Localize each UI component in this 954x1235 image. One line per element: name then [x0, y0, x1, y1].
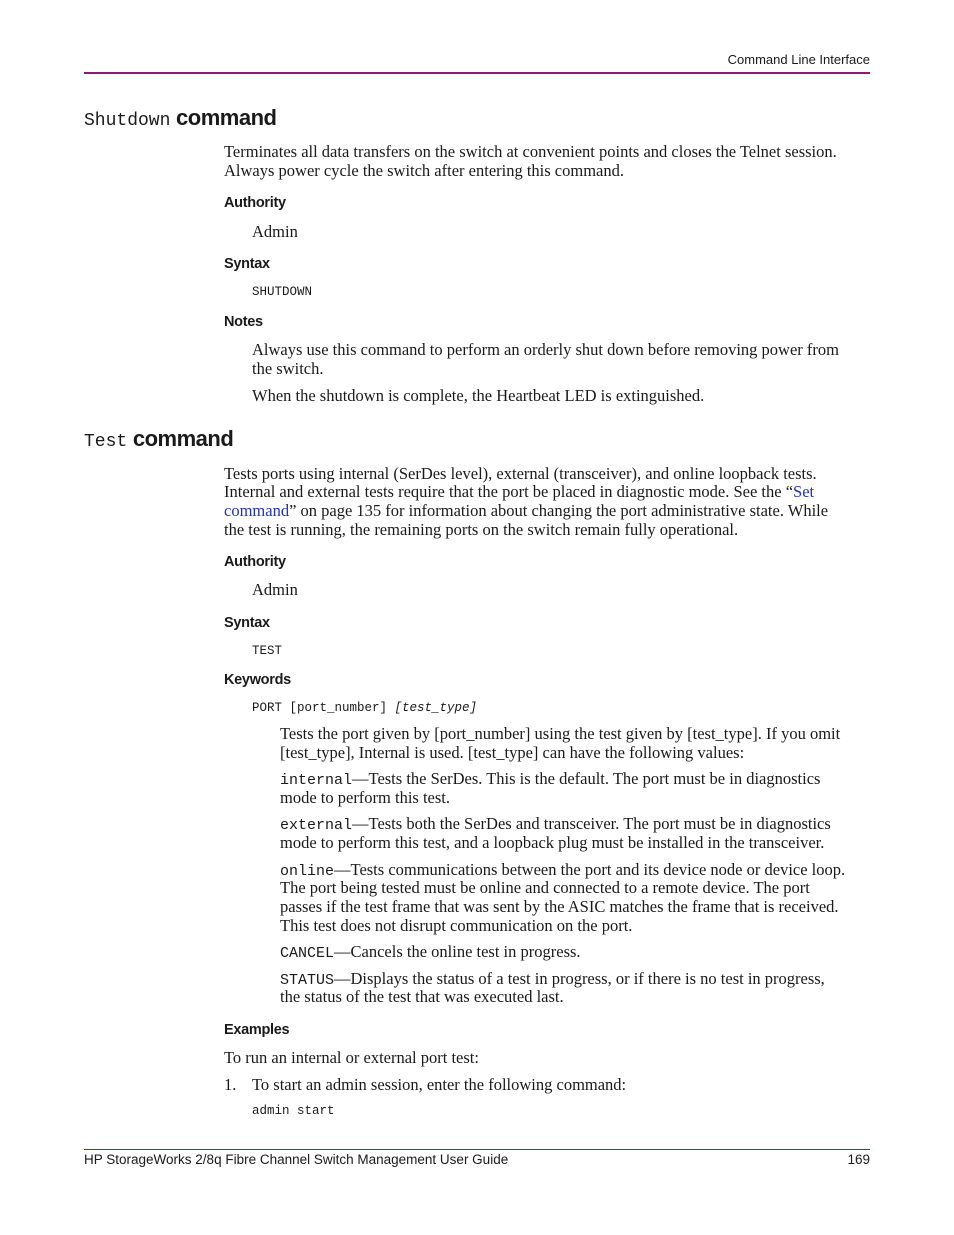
keyword-syntax-plain: PORT [port_number]: [252, 701, 395, 715]
step-1-code: admin start: [252, 1104, 335, 1118]
test-description-line-4: the test is running, the remaining ports on the switch remain fully operational.: [224, 520, 739, 539]
online-line-4: This test does not disrupt communication on the port.: [280, 916, 633, 935]
shutdown-cmd-name: Shutdown: [84, 111, 171, 131]
keyword-syntax: [252, 701, 477, 715]
shutdown-description-line-2: Always power cycle the switch after entering this command.: [224, 161, 624, 180]
shutdown-authority-value: Admin: [252, 222, 298, 241]
test-description-line-2: [224, 482, 814, 501]
step-1-text: To start an admin session, enter the following command:: [252, 1075, 627, 1094]
running-header: Command Line Interface: [727, 52, 870, 67]
test-description-text-cont: ” on page 135 for information about changing the port administrative state. While: [289, 501, 829, 520]
test-authority-heading: Authority: [224, 554, 286, 570]
shutdown-authority-heading: Authority: [224, 195, 286, 211]
online-keyword: online: [280, 863, 335, 880]
test-authority-value: Admin: [252, 580, 298, 599]
keyword-syntax-italic: [test_type]: [394, 701, 478, 715]
test-title-word: command: [132, 426, 234, 451]
test-description-line-3: [224, 501, 828, 520]
test-syntax-value: TEST: [252, 644, 283, 658]
footer-rule: [84, 1149, 870, 1150]
shutdown-note-1-line-1: Always use this command to perform an orderly shut down before removing power from: [252, 340, 839, 359]
shutdown-syntax-value: SHUTDOWN: [252, 285, 313, 299]
set-command-link[interactable]: Set: [793, 482, 815, 501]
online-text: —Tests communications between the port and its device node or device loop.: [334, 860, 846, 879]
status-line-2: the status of the test that was executed last.: [280, 987, 564, 1006]
set-command-link-cont[interactable]: command: [224, 501, 290, 520]
online-line-3: passes if the test frame that was sent by the ASIC matches the frame that is received.: [280, 897, 839, 916]
shutdown-syntax-heading: Syntax: [224, 256, 270, 272]
test-heading: [84, 426, 233, 452]
keyword-description-line-1: Tests the port given by [port_number] using the test given by [test_type]. If you omit: [280, 724, 841, 743]
shutdown-notes-heading: Notes: [224, 314, 263, 330]
step-1-number: 1.: [224, 1075, 237, 1094]
external-line-2: mode to perform this test, and a loopback plug must be installed in the transceiver.: [280, 833, 825, 852]
test-keywords-heading: Keywords: [224, 672, 291, 688]
internal-line-1: [280, 769, 820, 790]
test-examples-heading: Examples: [224, 1022, 290, 1038]
shutdown-note-1-line-2: the switch.: [252, 359, 324, 378]
external-text: —Tests both the SerDes and transceiver. The port must be in diagnostics: [352, 814, 831, 833]
cancel-keyword: CANCEL: [280, 945, 335, 962]
header-rule: [84, 72, 870, 74]
external-keyword: external: [280, 817, 353, 834]
shutdown-note-2: When the shutdown is complete, the Heartbeat LED is extinguished.: [252, 386, 705, 405]
cancel-text: —Cancels the online test in progress.: [334, 942, 581, 961]
test-description-text: Internal and external tests require that the port be placed in diagnostic mode. See the “: [224, 482, 794, 501]
status-text: —Displays the status of a test in progress, or if there is no test in progress,: [334, 969, 825, 988]
internal-line-2: mode to perform this test.: [280, 788, 451, 807]
online-line-2: The port being tested must be online and connected to a remote device. The port: [280, 878, 810, 897]
footer-guide-title: HP StorageWorks 2/8q Fibre Channel Switch Management User Guide: [84, 1152, 509, 1167]
test-syntax-heading: Syntax: [224, 615, 270, 631]
shutdown-title-word: command: [176, 105, 277, 130]
footer-page-number: 169: [847, 1152, 870, 1167]
keyword-description-line-2: [test_type], Internal is used. [test_type] can have the following values:: [280, 743, 745, 762]
test-description-line-1: Tests ports using internal (SerDes level), external (transceiver), and online loopback tests.: [224, 464, 817, 483]
shutdown-description-line-1: Terminates all data transfers on the switch at convenient points and closes the Telnet session.: [224, 142, 837, 161]
status-keyword: STATUS: [280, 972, 335, 989]
cancel-line-1: [280, 942, 581, 963]
internal-text: —Tests the SerDes. This is the default. The port must be in diagnostics: [352, 769, 821, 788]
shutdown-heading: [84, 105, 276, 131]
examples-intro: To run an internal or external port test:: [224, 1048, 479, 1067]
external-line-1: [280, 814, 831, 835]
internal-keyword: internal: [280, 772, 353, 789]
test-cmd-name: Test: [84, 432, 128, 452]
